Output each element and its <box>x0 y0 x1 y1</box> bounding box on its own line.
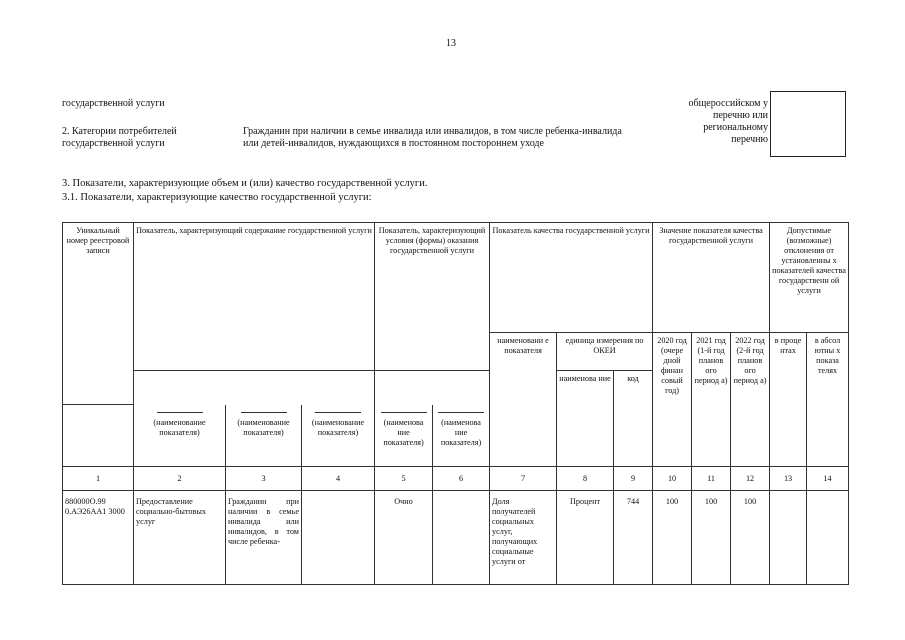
registry-label: общероссийском у перечню или региональному перечню <box>688 98 768 145</box>
cell-value-2022: 100 <box>731 491 770 585</box>
header-conditions-indicator: Показатель, характеризующий условия (формы) оказания государственной услуги <box>375 223 490 371</box>
col-number: 14 <box>807 467 849 491</box>
registry-code-box <box>770 91 846 157</box>
service-label: государственной услуги <box>62 98 165 109</box>
cell-consumer: Гражданин при наличии в семье инвалида или инвалидов, в том числе ребенка- <box>226 491 302 585</box>
col-number: 12 <box>731 467 770 491</box>
col-number: 3 <box>226 467 302 491</box>
header-indicator-5: (наименова ние показателя) <box>383 417 424 447</box>
section-3-1-heading: 3.1. Показатели, характеризующие качество государственной услуги: <box>62 192 372 203</box>
col-number: 1 <box>63 467 134 491</box>
col-number: 7 <box>490 467 557 491</box>
cell-registry-number: 880000О.99 0.АЭ26АА1 3000 <box>63 491 134 585</box>
header-indicator-2: (наименование показателя) <box>237 417 290 437</box>
cell-indicator-6 <box>433 491 490 585</box>
header-year-2021: 2021 год (1-й год планов ого период а) <box>692 333 731 467</box>
cell-value-2021: 100 <box>692 491 731 585</box>
cell-deviation-absolute <box>807 491 849 585</box>
cell-value-2020: 100 <box>653 491 692 585</box>
header-year-2020: 2020 год (очере дной финан совый год) <box>653 333 692 467</box>
col-number: 11 <box>692 467 731 491</box>
cell-form: Очно <box>375 491 433 585</box>
header-indicator-value: Значение показателя качества государственной услуги <box>653 223 770 333</box>
cell-indicator-3 <box>302 491 375 585</box>
category-label: 2. Категории потребителей государственной услуги <box>62 126 177 149</box>
header-indicator-3: (наименование показателя) <box>311 417 365 437</box>
cell-service-content: Предоставление социально-бытовых услуг <box>134 491 226 585</box>
page-number: 13 <box>446 38 456 49</box>
header-indicator-1: (наименование показателя) <box>153 417 206 437</box>
col-number: 8 <box>557 467 614 491</box>
header-year-2022: 2022 год (2-й год планов ого период а) <box>731 333 770 467</box>
column-numbers-row <box>63 467 849 491</box>
col-number: 5 <box>375 467 433 491</box>
header-quality-indicator: Показатель качества государственной услуги <box>490 223 653 333</box>
cell-indicator-name: Доля получателей социальных услуг, получающих социальные услуги от <box>490 491 557 585</box>
quality-indicators-table <box>62 222 849 585</box>
header-indicator-name: наименовани е показателя <box>490 333 557 467</box>
header-unit-name: наименова ние <box>557 371 614 467</box>
header-indicator-6: (наименова ние показателя) <box>440 417 482 447</box>
header-unit-code: код <box>614 371 653 467</box>
category-value: Гражданин при наличии в семье инвалида или инвалидов, в том числе ребенка-инвалида или детей-инвалидов, нуждающихся в постоянном постороннем уходе <box>243 126 622 149</box>
col-number: 6 <box>433 467 490 491</box>
header-allowed-deviation: Допустимые (возможные) отклонения от установленны х показателей качества государственн ой услуги <box>770 223 849 333</box>
header-deviation-absolute: в абсол ютны х показа телях <box>807 333 849 467</box>
col-number: 4 <box>302 467 375 491</box>
col-number: 13 <box>770 467 807 491</box>
cell-deviation-percent <box>770 491 807 585</box>
cell-unit-name: Процент <box>557 491 614 585</box>
col-number: 9 <box>614 467 653 491</box>
table-row <box>63 491 849 585</box>
section-3-heading: 3. Показатели, характеризующие объем и (или) качество государственной услуги. <box>62 178 428 189</box>
header-unique-number: Уникальный номер реестровой записи <box>63 223 134 405</box>
header-measure-unit: единица измерения по ОКЕИ <box>557 333 653 371</box>
col-number: 10 <box>653 467 692 491</box>
header-deviation-percent: в проце нтах <box>770 333 807 467</box>
col-number: 2 <box>134 467 226 491</box>
header-content-indicator: Показатель, характеризующий содержание государственной услуги <box>134 223 375 371</box>
cell-unit-code: 744 <box>614 491 653 585</box>
